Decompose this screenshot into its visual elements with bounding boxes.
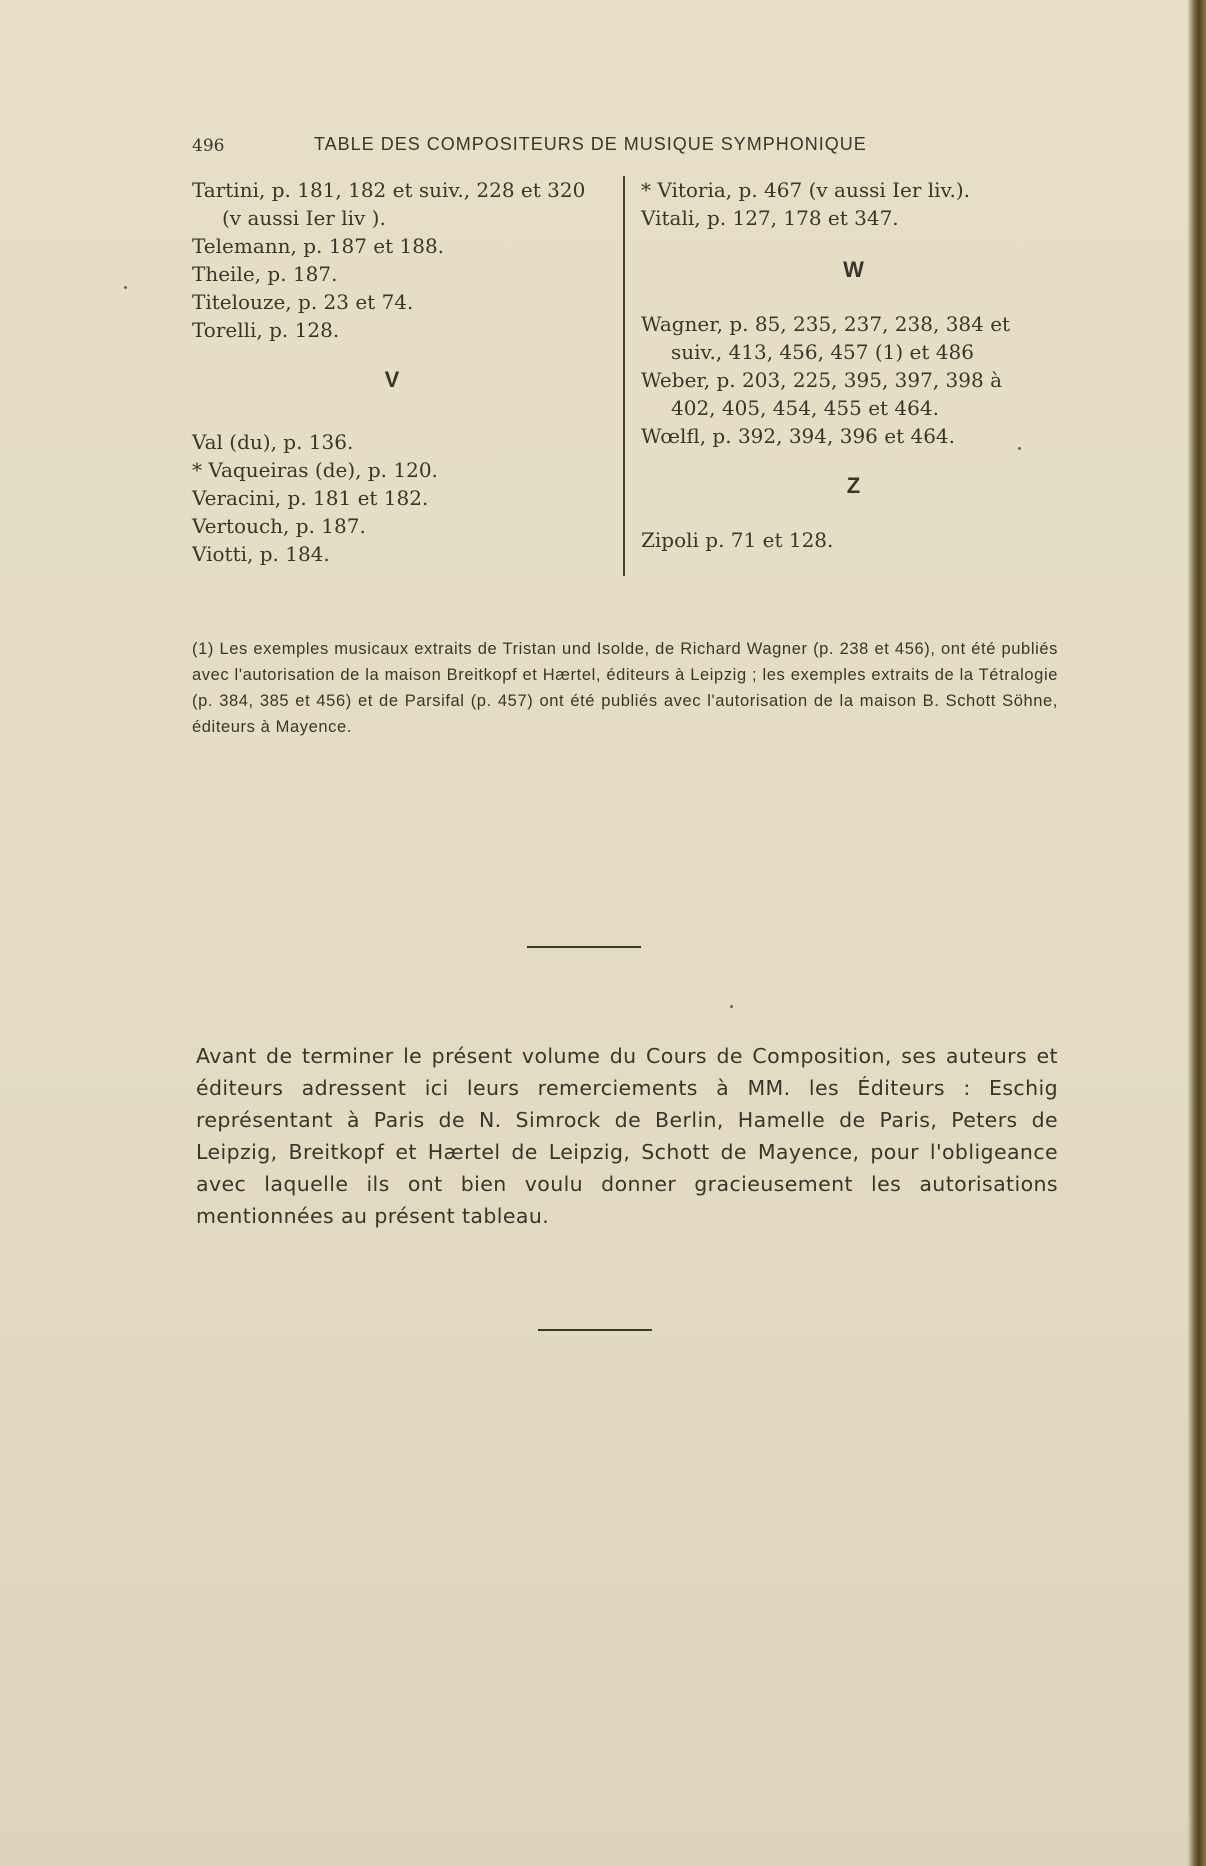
- section-letter-v: V: [384, 367, 400, 392]
- index-entry: * Vitoria, p. 467 (v aussi Ier liv.).: [641, 178, 971, 202]
- index-right-column: [641, 176, 1066, 554]
- acknowledgement-paragraph: Avant de terminer le présent volume du Cours de Composition, ses auteurs et éditeurs adressent ici leurs remerciements à MM. les Éditeurs : Eschig représentant à Paris de N. Simrock de Berlin, Hamelle de Paris, Peters de Leipzig, Breitkopf et Hærtel de Leipzig, Schott de Mayence, pour l'obligeance avec laquelle ils ont bien voulu donner gracieusement les autorisations mentionnées au présent tableau.: [196, 1044, 1058, 1228]
- book-binding-edge: [1188, 0, 1206, 1866]
- paper-speck: [124, 286, 127, 289]
- ornamental-rule: [538, 1329, 652, 1331]
- index-entry: Wœlfl, p. 392, 394, 396 et 464.: [641, 424, 956, 448]
- index-entry: Zipoli p. 71 et 128.: [641, 528, 834, 552]
- index-entry: Val (du), p. 136.: [192, 430, 354, 454]
- paper-speck: [730, 1005, 733, 1008]
- page-header: [0, 132, 1206, 162]
- index-entry: Viotti, p. 184.: [192, 542, 330, 566]
- index-entry: Vitali, p. 127, 178 et 347.: [641, 206, 899, 230]
- index-entry: * Vaqueiras (de), p. 120.: [192, 458, 438, 482]
- index-entry: suiv., 413, 456, 457 (1) et 486: [671, 340, 974, 364]
- footnote: (1) Les exemples musicaux extraits de Tristan und Isolde, de Richard Wagner (p. 238 et 456), ont été publiés avec l'autorisation de la maison Breitkopf et Hærtel, éditeurs à Leipzig ; les exemples extraits de la Tétralogie (p. 384, 385 et 456) et de Parsifal (p. 457) ont été publiés avec l'autorisation de la maison B. Schott Söhne, éditeurs à Mayence.: [192, 640, 1058, 736]
- index-entry: Theile, p. 187.: [192, 262, 338, 286]
- section-letter-w: W: [843, 257, 864, 282]
- index-entry: Veracini, p. 181 et 182.: [192, 486, 429, 510]
- index-entry: Torelli, p. 128.: [192, 318, 340, 342]
- index-entry: Titelouze, p. 23 et 74.: [192, 290, 414, 314]
- index-entry: Weber, p. 203, 225, 395, 397, 398 à: [641, 368, 1003, 392]
- page-number: 496: [192, 136, 225, 156]
- running-title: TABLE DES COMPOSITEURS DE MUSIQUE SYMPHONIQUE: [314, 134, 867, 154]
- index-entry: Telemann, p. 187 et 188.: [192, 234, 445, 258]
- ornamental-rule: [527, 946, 641, 948]
- index-entry: Wagner, p. 85, 235, 237, 238, 384 et: [641, 312, 1011, 336]
- index-entry: (v aussi Ier liv ).: [222, 206, 386, 230]
- index-entry: Vertouch, p. 187.: [192, 514, 366, 538]
- column-divider: [623, 176, 625, 576]
- index-entry: 402, 405, 454, 455 et 464.: [671, 396, 939, 420]
- section-letter-z: Z: [846, 473, 861, 498]
- index-left-column: [192, 176, 612, 568]
- index-entry: Tartini, p. 181, 182 et suiv., 228 et 320: [192, 178, 586, 202]
